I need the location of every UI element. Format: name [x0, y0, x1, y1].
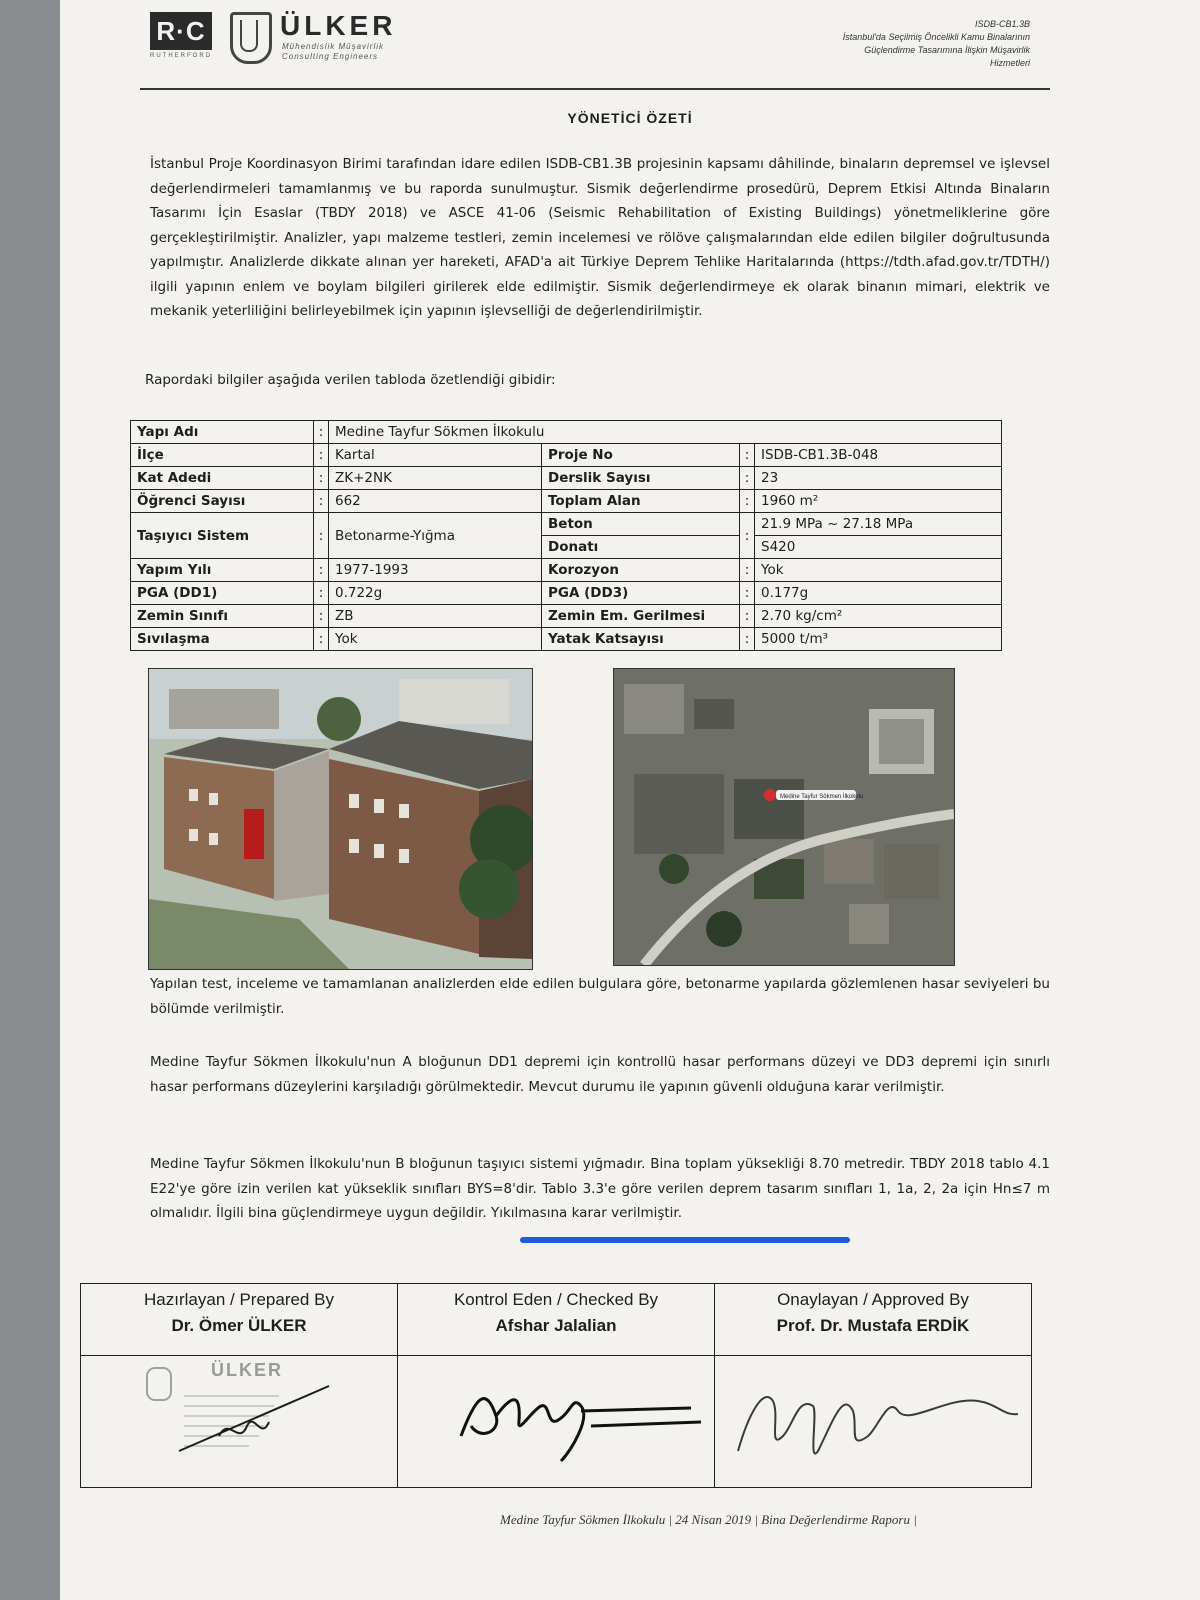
value-cell: 1960 m² — [755, 490, 1002, 513]
table-row — [131, 490, 1002, 513]
value-cell: 662 — [329, 490, 542, 513]
checked-by-cell — [398, 1284, 715, 1356]
map-pin-label: Medine Tayfur Sökmen İlkokulu — [780, 794, 864, 800]
summary-table — [130, 420, 1002, 651]
colon-cell: : — [740, 559, 755, 582]
satellite-map — [613, 668, 955, 966]
label-cell: Toplam Alan — [542, 490, 740, 513]
label-cell: Proje No — [542, 444, 740, 467]
label-cell: Zemin Sınıfı — [131, 605, 314, 628]
value-cell: 0.722g — [329, 582, 542, 605]
checked-signature-cell — [398, 1356, 715, 1488]
value-cell: 2.70 kg/cm² — [755, 605, 1002, 628]
value-cell: 21.9 MPa ~ 27.18 MPa — [755, 513, 1002, 536]
label-cell: Yatak Katsayısı — [542, 628, 740, 651]
label-cell: PGA (DD1) — [131, 582, 314, 605]
label-cell: Kat Adedi — [131, 467, 314, 490]
colon-cell: : — [740, 490, 755, 513]
table-row — [131, 559, 1002, 582]
colon-cell: : — [314, 605, 329, 628]
approved-by-cell — [715, 1284, 1032, 1356]
highlight-underline — [520, 1237, 850, 1243]
value-cell: Medine Tayfur Sökmen İlkokulu — [329, 421, 1002, 444]
logo-tagline-tr: Mühendislik Müşavirlik — [282, 42, 385, 51]
ulker-logo-name: ÜLKER — [280, 10, 397, 41]
stamp-name: ÜLKER — [211, 1360, 283, 1380]
block-b-paragraph: Medine Tayfur Sökmen İlkokulu'nun B bloğunun taşıyıcı sistemi yığmadır. Bina toplam yüksekliği 8.70 metredir. TBDY 2018 tablo 4.1 E22'ye göre izin verilen kat yükseklik sınıfları BYS=8'dir. Tablo 3.3'e göre verilen deprem tasarım sınıfları 1, 1a, 2, 2a için Hn≤7 m olmalıdır. İlgili bina güçlendirmeye uygun değildir. Yıkılmasına karar verilmiştir. — [150, 1156, 1050, 1221]
colon-cell: : — [740, 444, 755, 467]
value-cell: 23 — [755, 467, 1002, 490]
block-a-paragraph: Medine Tayfur Sökmen İlkokulu'nun A bloğunun DD1 depremi için kontrollü hasar performans düzeyi ve DD3 depremi için sınırlı hasar performans düzeylerini karşıladığı görülmektedir. Mevcut durumu ile yapının güvenli olduğuna karar verilmiştir. — [150, 1054, 1050, 1095]
project-line-3: Hizmetleri — [989, 58, 1030, 68]
table-row — [131, 628, 1002, 651]
colon-cell: : — [314, 467, 329, 490]
colon-cell: : — [740, 467, 755, 490]
label-cell: İlçe — [131, 444, 314, 467]
ulker-logo-icon-inner — [240, 20, 258, 52]
page-footer: Medine Tayfur Sökmen İlkokulu | 24 Nisan 2019 | Bina Değerlendirme Raporu | — [500, 1512, 917, 1527]
table-intro: Rapordaki bilgiler aşağıda verilen tabloda özetlendiği gibidir: — [145, 372, 556, 388]
table-row — [131, 444, 1002, 467]
label-cell: Korozyon — [542, 559, 740, 582]
colon-cell: : — [314, 559, 329, 582]
label-cell: Derslik Sayısı — [542, 467, 740, 490]
findings-paragraph: Yapılan test, inceleme ve tamamlanan analizlerden elde edilen bulgulara göre, betonarme yapılarda gözlemlenen hasar seviyeleri bu bölümde verilmiştir. — [150, 976, 1050, 1017]
colon-cell: : — [314, 628, 329, 651]
value-cell: ZB — [329, 605, 542, 628]
prepared-by-cell — [81, 1284, 398, 1356]
colon-cell: : — [740, 628, 755, 651]
colon-cell: : — [314, 513, 329, 559]
label-cell: Donatı — [542, 536, 740, 559]
document-page — [60, 0, 1200, 1600]
checked-by-name: Afshar Jalalian — [495, 1316, 617, 1335]
colon-cell: : — [740, 605, 755, 628]
value-cell: 1977-1993 — [329, 559, 542, 582]
label-cell: Yapım Yılı — [131, 559, 314, 582]
building-photo — [148, 668, 533, 970]
signature-approved — [718, 1356, 1028, 1482]
value-cell: Yok — [755, 559, 1002, 582]
approved-by-title: Onaylayan / Approved By — [777, 1290, 969, 1309]
colon-cell: : — [740, 513, 755, 559]
table-row — [131, 513, 1002, 536]
project-line-2: Güçlendirme Tasarımına İlişkin Müşavirlik — [864, 45, 1030, 55]
table-row — [131, 421, 1002, 444]
label-cell: Yapı Adı — [131, 421, 314, 444]
table-row — [131, 467, 1002, 490]
value-cell: Kartal — [329, 444, 542, 467]
doc-code: ISDB-CB1.3B — [974, 19, 1030, 29]
prepared-signature-cell — [81, 1356, 398, 1488]
approved-signature-cell — [715, 1356, 1032, 1488]
table-row — [131, 582, 1002, 605]
signature-table — [80, 1283, 1032, 1488]
value-cell: 0.177g — [755, 582, 1002, 605]
label-cell: Sıvılaşma — [131, 628, 314, 651]
colon-cell: : — [740, 582, 755, 605]
colon-cell: : — [314, 490, 329, 513]
value-cell: ISDB-CB1.3B-048 — [755, 444, 1002, 467]
map-pin-icon — [764, 789, 776, 801]
project-line-1: İstanbul'da Seçilmiş Öncelikli Kamu Binalarının — [842, 32, 1030, 42]
label-cell: Beton — [542, 513, 740, 536]
page-title: YÖNETİCİ ÖZETİ — [567, 110, 693, 126]
checked-by-title: Kontrol Eden / Checked By — [453, 1290, 659, 1309]
colon-cell: : — [314, 582, 329, 605]
table-row — [131, 605, 1002, 628]
value-cell: S420 — [755, 536, 1002, 559]
header-project-info — [730, 18, 1030, 70]
value-cell: 5000 t/m³ — [755, 628, 1002, 651]
logo-tagline-en: Consulting Engineers — [282, 52, 379, 61]
value-cell: ZK+2NK — [329, 467, 542, 490]
prepared-by-title: Hazırlayan / Prepared By — [144, 1290, 334, 1309]
rc-logo-subtext: RUTHERFORD — [150, 53, 212, 59]
page-header — [140, 10, 1050, 90]
label-cell: Zemin Em. Gerilmesi — [542, 605, 740, 628]
approved-by-name: Prof. Dr. Mustafa ERDİK — [776, 1316, 970, 1335]
label-cell: Taşıyıcı Sistem — [131, 513, 314, 559]
label-cell: PGA (DD3) — [542, 582, 740, 605]
intro-paragraph: İstanbul Proje Koordinasyon Birimi tarafından idare edilen ISDB-CB1.3B projesinin kapsamı dâhilinde, binaların depremsel ve işlevsel değerlendirmeleri tamamlanmış ve bu raporda sunulmuştur. Sismik değerlendirme prosedürü, Deprem Etkisi Altında Binaların Tasarımı İçin Esaslar (TBDY 2018) ve ASCE 41-06 (Seismic Rehabilitation of Existing Buildings) yönetmeliklerine göre gerçekleştirilmiştir. Analizler, yapı malzeme testleri, zemin incelemesi ve rölöve çalışmalarından elde edilen bilgiler doğrultusunda yapılmıştır. Analizlerde dikkate alınan yer hareketi, AFAD'a ait Türkiye Deprem Tehlike Haritalarında (https://tdth.afad.gov.tr/TDTH/) ilgili yapının enlem ve boylam bilgileri girilerek elde edilmiştir. Sismik değerlendirmeye ek olarak binanın mimari, elektrik ve mekanik yeterliliğini belirleyebilmek için yapının işlevselliği de değerlendirilmiştir. — [150, 156, 1050, 319]
signature-checked — [401, 1356, 711, 1482]
rc-logo: R·C — [150, 12, 212, 50]
value-cell: Betonarme-Yığma — [329, 513, 542, 559]
colon-cell: : — [314, 444, 329, 467]
label-cell: Öğrenci Sayısı — [131, 490, 314, 513]
value-cell: Yok — [329, 628, 542, 651]
colon-cell: : — [314, 421, 329, 444]
prepared-by-name: Dr. Ömer ÜLKER — [171, 1316, 307, 1335]
